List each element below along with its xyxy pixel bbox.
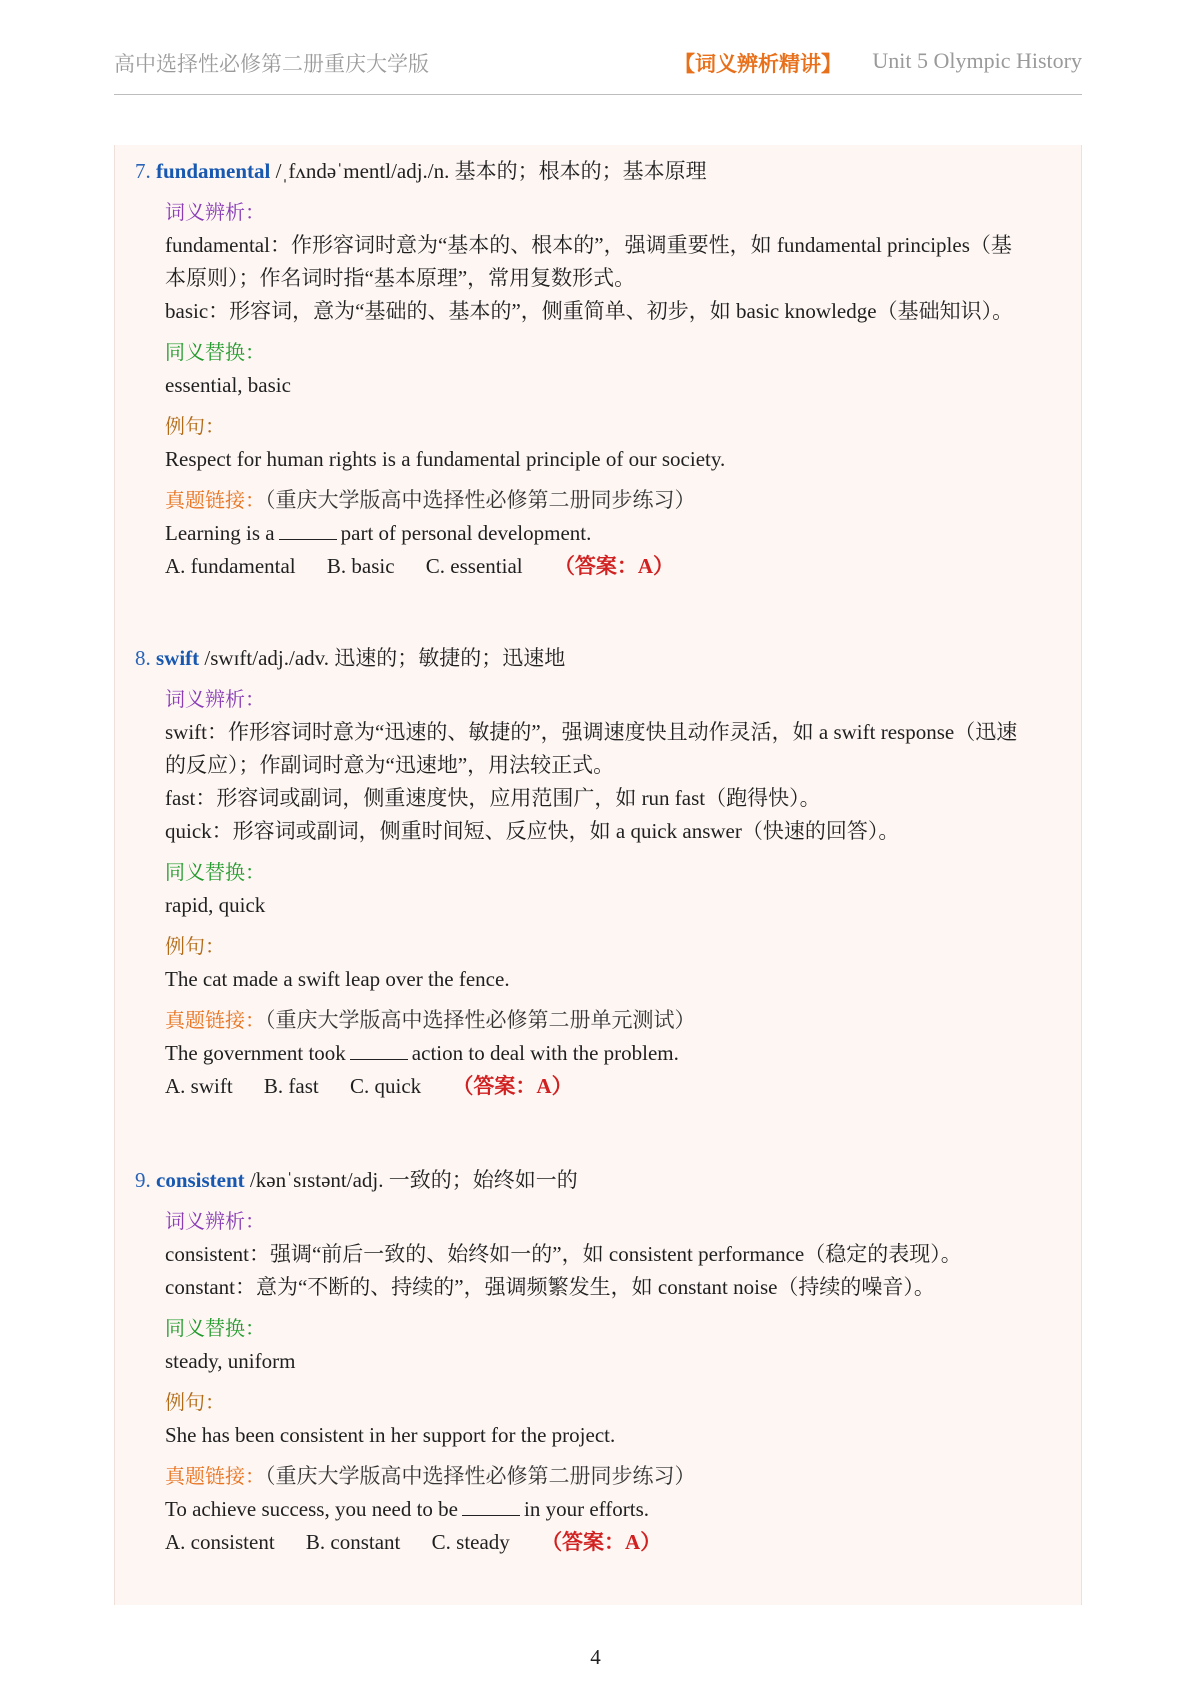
analysis-line: constant：意为“不断的、持续的”，强调频繁发生，如 constant noise（持续的噪音）。 [165,1275,935,1299]
synonyms-text: rapid, quick [165,893,266,917]
exam-options [165,1072,573,1100]
analysis-line: fast：形容词或副词，侧重速度快，应用范围广，如 run fast（跑得快）。 [165,786,821,810]
entry-number: 7. [135,159,151,183]
exam-link-line [165,1462,696,1490]
analysis-label: 词义辨析： [165,1209,265,1233]
synonyms-label: 同义替换： [165,1316,265,1340]
exam-label: 真题链接： [165,1464,265,1488]
headword-line [135,157,707,185]
page-number: 4 [590,1645,601,1669]
question-text: To achieve success, you need to be [165,1497,459,1521]
synonyms-label: 同义替换： [165,860,265,884]
option-b: B. fast [263,1074,319,1098]
question-text: The government took [165,1041,346,1065]
exam-source: （重庆大学版高中选择性必修第二册单元测试） [265,1008,696,1032]
question-text: action to deal with the problem. [411,1041,679,1065]
vocabulary-panel [114,145,1082,1605]
exam-label: 真题链接： [165,1008,265,1032]
analysis-line: fundamental：作形容词时意为“基本的、根本的”，强调重要性，如 fundamental principles（基 [165,233,1012,257]
synonyms-text: steady, uniform [165,1349,296,1373]
option-a: A. fundamental [165,554,296,578]
section-tag: 【词义辨析精讲】 [674,52,842,76]
analysis-line: quick：形容词或副词，侧重时间短、反应快，如 a quick answer（快速的回答）。 [165,819,900,843]
entry-number: 9. [135,1168,151,1192]
option-a: A. consistent [165,1530,275,1554]
answer-blank [279,521,337,540]
analysis-line: 的反应）；作副词时意为“迅速地”，用法较正式。 [165,753,615,777]
option-b: B. basic [326,554,395,578]
question-text: in your efforts. [524,1497,650,1521]
exam-options [165,552,674,580]
headword: fundamental [156,159,271,183]
exam-link-line [165,486,696,514]
answer-blank [350,1041,408,1060]
option-b: B. constant [305,1530,401,1554]
exam-link-line [165,1006,696,1034]
example-label: 例句： [165,934,225,958]
example-label: 例句： [165,1390,225,1414]
definition: /ˌfʌndəˈmentl/adj./n. 基本的；根本的；基本原理 [270,159,707,183]
headword: consistent [156,1168,245,1192]
exam-label: 真题链接： [165,488,265,512]
option-c: C. steady [431,1530,510,1554]
page-header [114,42,1082,95]
example-sentence: Respect for human rights is a fundamental principle of our society. [165,447,726,471]
analysis-line: swift：作形容词时意为“迅速的、敏捷的”，强调速度快且动作灵活，如 a swift response（迅速 [165,720,1018,744]
synonyms-text: essential, basic [165,373,291,397]
example-label: 例句： [165,414,225,438]
question-text: Learning is a [165,521,275,545]
example-sentence: The cat made a swift leap over the fence. [165,967,510,991]
answer-key: （答案：A） [452,1074,573,1098]
definition: /swɪft/adj./adv. 迅速的；敏捷的；迅速地 [199,646,566,670]
analysis-label: 词义辨析： [165,687,265,711]
answer-key: （答案：A） [553,554,675,578]
question-text: part of personal development. [340,521,592,545]
headword-line [135,1166,578,1194]
option-a: A. swift [165,1074,233,1098]
exam-source: （重庆大学版高中选择性必修第二册同步练习） [265,488,696,512]
example-sentence: She has been consistent in her support for the project. [165,1423,616,1447]
book-title: 高中选择性必修第二册重庆大学版 [114,52,429,76]
exam-question [165,1495,649,1523]
exam-question [165,519,591,547]
option-c: C. quick [350,1074,422,1098]
headword: swift [156,646,200,670]
definition: /kənˈsɪstənt/adj. 一致的；始终如一的 [244,1168,578,1192]
option-c: C. essential [425,554,523,578]
analysis-line: basic：形容词，意为“基础的、基本的”，侧重简单、初步，如 basic knowledge（基础知识）。 [165,299,1014,323]
exam-source: （重庆大学版高中选择性必修第二册同步练习） [265,1464,696,1488]
headword-line [135,644,565,672]
exam-question [165,1039,679,1067]
answer-blank [462,1497,520,1516]
entry-number: 8. [135,646,151,670]
answer-key: （答案：A） [541,1530,662,1554]
analysis-label: 词义辨析： [165,200,265,224]
analysis-line: 本原则）；作名词时指“基本原理”，常用复数形式。 [165,266,636,290]
analysis-line: consistent：强调“前后一致的、始终如一的”，如 consistent performance（稳定的表现）。 [165,1242,962,1266]
exam-options [165,1528,661,1556]
synonyms-label: 同义替换： [165,340,265,364]
unit-title: Unit 5 Olympic History [872,48,1082,73]
